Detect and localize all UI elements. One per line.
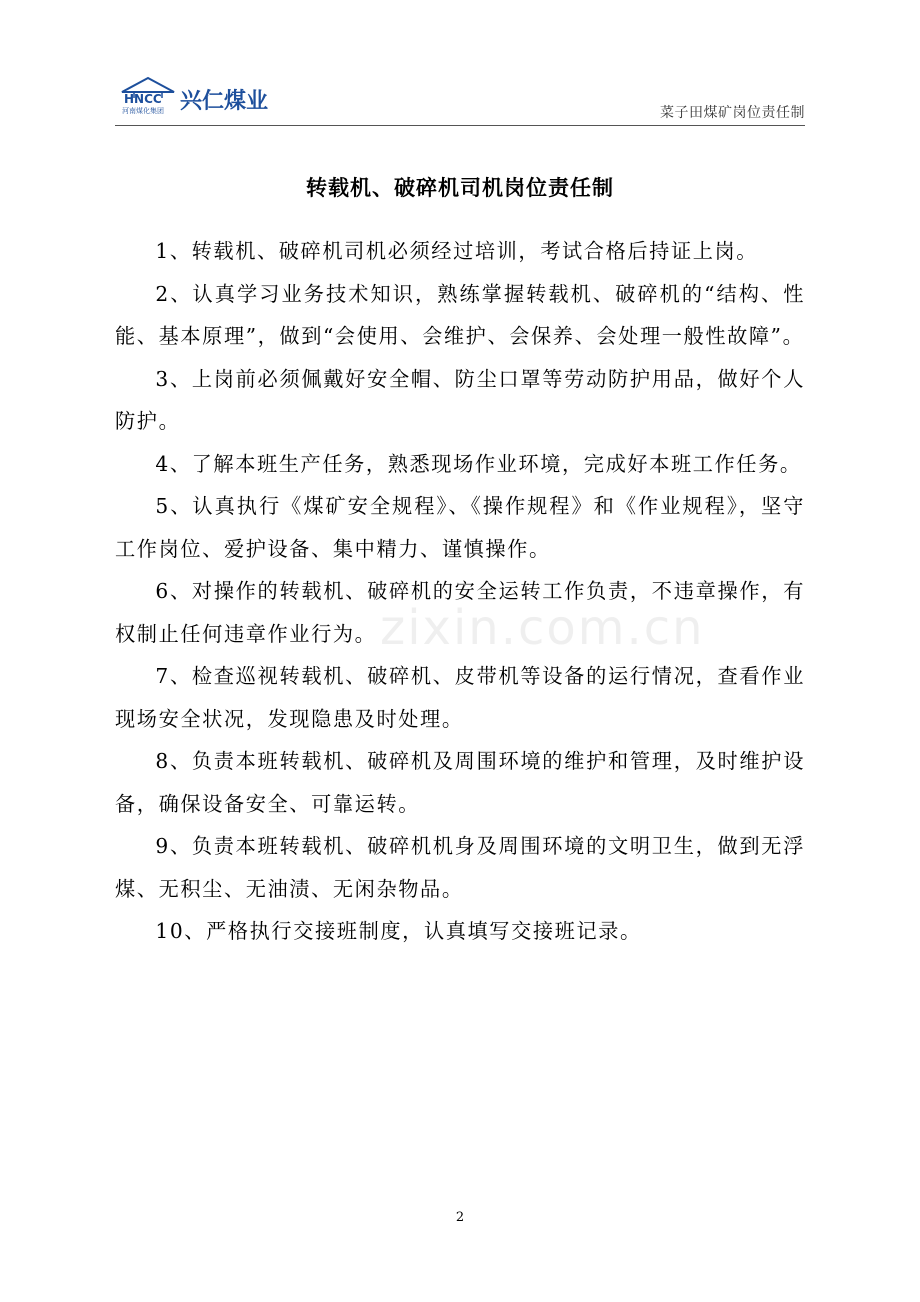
clause-10: 10、严格执行交接班制度，认真填写交接班记录。 bbox=[155, 919, 642, 943]
clause-7: 7、检查巡视转载机、破碎机、皮带机等设备的运行情况，查看作业现场安全状况，发现隐患及时处理。 bbox=[115, 664, 805, 731]
clause-2: 2、认真学习业务技术知识，熟练掌握转载机、破碎机的“结构、性能、基本原理”，做到“会使用、会维护、会保养、会处理一般性故障”。 bbox=[115, 281, 805, 348]
watermark: zixin.com.cn bbox=[380, 600, 705, 656]
clause-8: 8、负责本班转载机、破碎机及周围环境的维护和管理，及时维护设备，确保设备安全、可靠运转。 bbox=[115, 749, 805, 816]
clause-3: 3、上岗前必须佩戴好安全帽、防尘口罩等劳动防护用品，做好个人防护。 bbox=[115, 366, 805, 433]
company-logo bbox=[120, 72, 280, 116]
clause-5: 5、认真执行《煤矿安全规程》、《操作规程》和《作业规程》，坚守工作岗位、爱护设备、集中精力、谨慎操作。 bbox=[115, 494, 805, 561]
clause-4: 4、了解本班生产任务，熟悉现场作业环境，完成好本班工作任务。 bbox=[155, 451, 802, 476]
clause-9: 9、负责本班转载机、破碎机机身及周围环境的文明卫生，做到无浮煤、无积尘、无油渍、无闲杂物品。 bbox=[115, 834, 805, 901]
logo-group: 河南煤化集团 bbox=[122, 107, 164, 115]
header-divider bbox=[115, 125, 805, 126]
document-body bbox=[115, 230, 805, 953]
logo-graphic bbox=[120, 72, 280, 116]
clause-6: 6、对操作的转载机、破碎机的安全运转工作负责，不违章操作，有权制止任何违章作业行为。 bbox=[115, 579, 805, 646]
page-number: 2 bbox=[455, 1210, 465, 1225]
document-name: 菜子田煤矿岗位责任制 bbox=[660, 105, 805, 121]
logo-abbr: HNCC bbox=[124, 92, 162, 106]
document-title: 转载机、破碎机司机岗位责任制 bbox=[306, 175, 614, 200]
logo-name: 兴仁煤业 bbox=[180, 89, 269, 114]
page-header bbox=[115, 70, 805, 126]
clause-1: 1、转载机、破碎机司机必须经过培训，考试合格后持证上岗。 bbox=[155, 239, 759, 263]
